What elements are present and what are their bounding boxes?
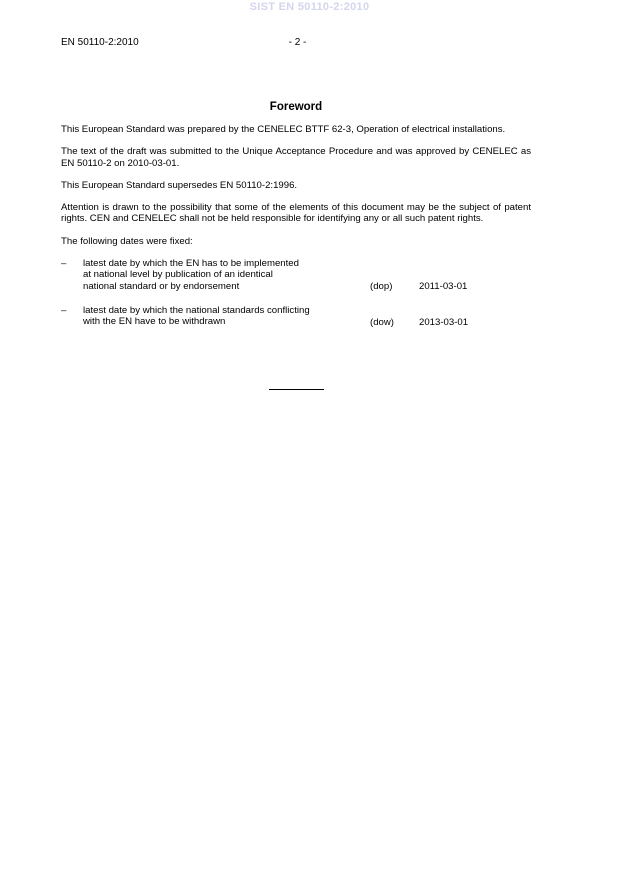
paragraph-patent-rights: Attention is drawn to the possibility that some of the elements of this document may be the subject of patent rights. CEN and CENELEC shall not be held responsible for identifying any or all such patent rights. [61, 201, 531, 225]
date-description-line: with the EN have to be withdrawn [83, 316, 226, 328]
date-value: 2011-03-01 [419, 281, 468, 293]
page-title: Foreword [269, 101, 323, 113]
date-description [83, 305, 343, 328]
paragraph-supersedes: This European Standard supersedes EN 50110-2:1996. [61, 179, 298, 191]
date-description-line: at national level by publication of an identical [83, 269, 273, 281]
paragraph-dates-intro: The following dates were fixed: [61, 235, 193, 247]
document-id: EN 50110-2:2010 [61, 37, 139, 48]
date-description-line: national standard or by endorsement [83, 280, 240, 292]
end-rule-divider [269, 389, 324, 390]
page-number: - 2 - [288, 37, 307, 48]
date-description [83, 258, 343, 293]
foreword-body [61, 124, 531, 341]
date-item-dop [61, 258, 531, 293]
watermark: SIST EN 50110-2:2010 [249, 1, 370, 13]
date-abbreviation: (dow) [370, 317, 394, 329]
date-description-line: latest date by which the national standards conflicting [83, 304, 310, 316]
date-description-line: latest date by which the EN has to be implemented [83, 257, 299, 269]
paragraph-approval: The text of the draft was submitted to the Unique Acceptance Procedure and was approved by CENELEC as EN 50110-2 on 2010-03-01. [61, 146, 531, 169]
list-dash: – [61, 257, 67, 269]
date-value: 2013-03-01 [419, 317, 469, 329]
list-dash: – [61, 304, 67, 316]
paragraph-prepared-by: This European Standard was prepared by the CENELEC BTTF 62-3, Operation of electrical installations. [61, 124, 506, 135]
dates-list [61, 258, 531, 329]
date-abbreviation: (dop) [370, 281, 393, 293]
date-item-dow [61, 305, 531, 329]
